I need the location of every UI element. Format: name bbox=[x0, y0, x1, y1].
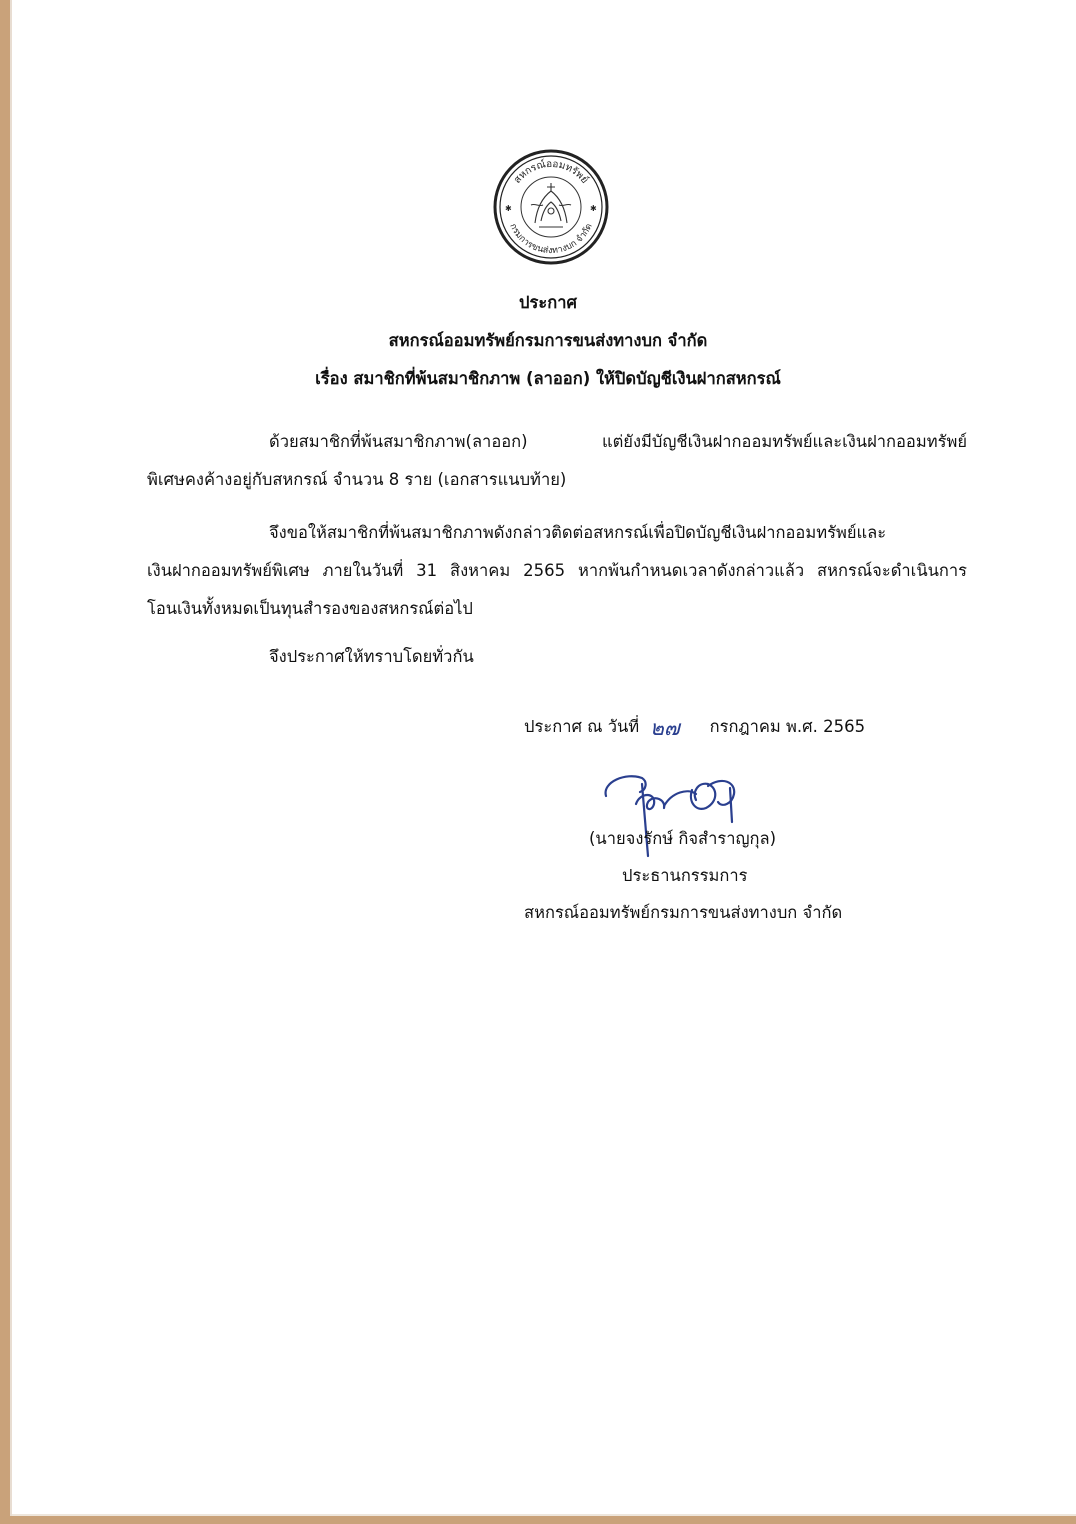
paragraph-3-line-1: จึงประกาศให้ทราบโดยทั่วกัน bbox=[269, 647, 474, 666]
title-subject: เรื่อง สมาชิกที่พ้นสมาชิกภาพ (ลาออก) ให้ปิดบัญชีเงินฝากสหกรณ์ bbox=[315, 369, 781, 388]
paragraph-1 bbox=[147, 423, 967, 499]
signatory-organization: สหกรณ์ออมทรัพย์กรมการขนส่งทางบก จำกัด bbox=[524, 903, 843, 922]
title-announcement: ประกาศ bbox=[519, 293, 577, 312]
handwritten-day bbox=[646, 716, 702, 740]
paragraph-2-line-2: เงินฝากออมทรัพย์พิเศษ ภายในวันที่ 31 สิงหาคม 2565 หากพ้นกำหนดเวลาดังกล่าวแล้ว สหกรณ์จะดำเนินการ bbox=[147, 561, 967, 580]
document-page bbox=[10, 0, 1076, 1516]
svg-text:✱: ✱ bbox=[590, 204, 597, 213]
signatory-position: ประธานกรรมการ bbox=[622, 866, 748, 885]
svg-text:✱: ✱ bbox=[505, 204, 512, 213]
svg-text:สหกรณ์ออมทรัพย์: สหกรณ์ออมทรัพย์ bbox=[512, 158, 590, 186]
paragraph-1-line-1: ด้วยสมาชิกที่พ้นสมาชิกภาพ(ลาออก) แต่ยังมีบัญชีเงินฝากออมทรัพย์และเงินฝากออมทรัพย์ bbox=[269, 432, 967, 451]
cooperative-seal bbox=[491, 147, 611, 267]
paragraph-2-line-1: จึงขอให้สมาชิกที่พ้นสมาชิกภาพดังกล่าวติดต่อสหกรณ์เพื่อปิดบัญชีเงินฝากออมทรัพย์และ bbox=[269, 523, 887, 542]
title-organization: สหกรณ์ออมทรัพย์กรมการขนส่งทางบก จำกัด bbox=[388, 331, 708, 350]
paragraph-3 bbox=[147, 638, 967, 676]
paragraph-2 bbox=[147, 514, 967, 628]
svg-text:๒๗: ๒๗ bbox=[650, 715, 681, 740]
paragraph-1-line-2: พิเศษคงค้างอยู่กับสหกรณ์ จำนวน 8 ราย (เอกสารแนบท้าย) bbox=[147, 470, 567, 489]
svg-text:กรมการขนส่งทางบก จำกัด: กรมการขนส่งทางบก จำกัด bbox=[507, 222, 595, 257]
announcement-date bbox=[524, 714, 865, 740]
signatory-name: (นายจงรักษ์ กิจสำราญกุล) bbox=[589, 829, 777, 848]
date-prefix: ประกาศ ณ วันที่ bbox=[524, 717, 640, 736]
paragraph-2-line-3: โอนเงินทั้งหมดเป็นทุนสำรองของสหกรณ์ต่อไป bbox=[147, 599, 473, 618]
date-suffix: กรกฎาคม พ.ศ. 2565 bbox=[709, 717, 866, 736]
